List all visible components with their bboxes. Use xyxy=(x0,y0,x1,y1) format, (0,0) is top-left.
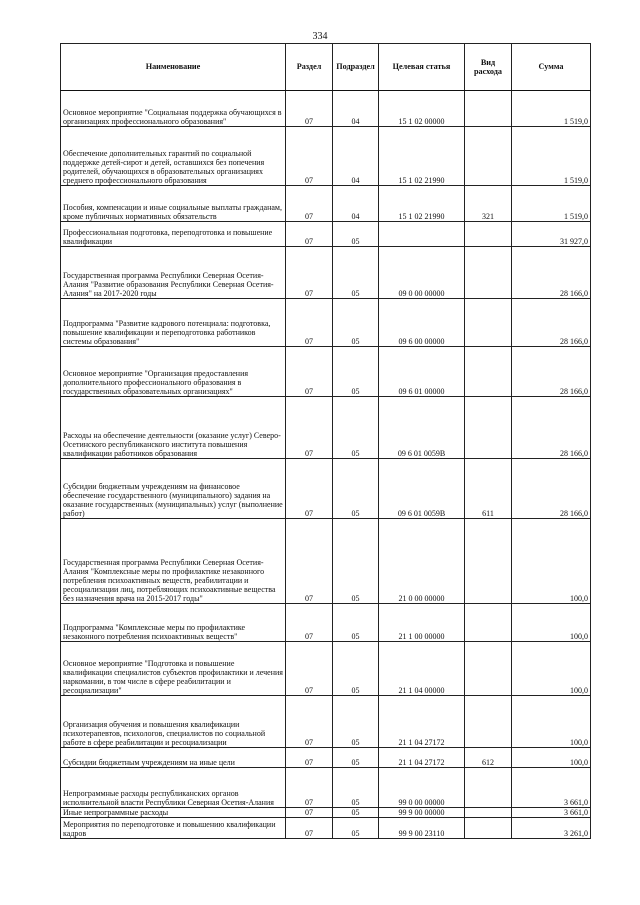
cell-expense-type xyxy=(465,222,512,247)
cell-section: 07 xyxy=(286,91,333,127)
cell-expense-type xyxy=(465,397,512,459)
cell-subsection: 05 xyxy=(333,347,379,397)
table-row xyxy=(61,748,591,768)
cell-name: Профессиональная подготовка, переподготовка и повышение квалификации xyxy=(61,222,286,247)
cell-target xyxy=(379,222,465,247)
cell-section: 07 xyxy=(286,696,333,748)
cell-subsection: 05 xyxy=(333,397,379,459)
cell-subsection: 05 xyxy=(333,748,379,768)
cell-expense-type xyxy=(465,91,512,127)
cell-subsection: 05 xyxy=(333,642,379,696)
page-number: 334 xyxy=(312,31,328,42)
cell-target: 15 1 02 21990 xyxy=(379,186,465,222)
cell-amount: 100,0 xyxy=(512,642,591,696)
table-row xyxy=(61,459,591,519)
table-row xyxy=(61,299,591,347)
cell-name: Государственная программа Республики Северная Осетия-Алания "Развитие образования Республики Северная Осетия-Алания" на 2017-2020 годы xyxy=(61,247,286,299)
cell-section: 07 xyxy=(286,247,333,299)
table-row xyxy=(61,222,591,247)
header-subsection: Подраздел xyxy=(333,44,379,91)
cell-name: Организация обучения и повышения квалификации психотерапевтов, психологов, специалистов по социальной работе в сфере реабилитации и ресоциализации xyxy=(61,696,286,748)
cell-amount: 100,0 xyxy=(512,604,591,642)
cell-name: Основное мероприятие "Подготовка и повышение квалификации специалистов субъектов профилактики и лечения наркомании, в том числе в сфере реабилитации и ресоциализации" xyxy=(61,642,286,696)
cell-section: 07 xyxy=(286,748,333,768)
cell-target: 21 1 04 27172 xyxy=(379,748,465,768)
cell-name: Расходы на обеспечение деятельности (оказание услуг) Северо-Осетинского республиканского института повышения квалификации работников образования xyxy=(61,397,286,459)
table-row xyxy=(61,818,591,839)
cell-subsection: 05 xyxy=(333,519,379,604)
cell-amount: 3 661,0 xyxy=(512,768,591,808)
cell-amount: 100,0 xyxy=(512,748,591,768)
table-row xyxy=(61,186,591,222)
cell-subsection: 05 xyxy=(333,247,379,299)
cell-subsection: 04 xyxy=(333,91,379,127)
cell-expense-type xyxy=(465,768,512,808)
cell-amount: 1 519,0 xyxy=(512,127,591,186)
cell-section: 07 xyxy=(286,459,333,519)
table-row xyxy=(61,768,591,808)
cell-target: 15 1 02 21990 xyxy=(379,127,465,186)
cell-name: Основное мероприятие "Организация предоставления дополнительного профессионального образования в государственных образовательных организациях" xyxy=(61,347,286,397)
cell-name: Обеспечение дополнительных гарантий по социальной поддержке детей-сирот и детей, оставшихся без попечения родителей, обучающихся в образовательных организациях среднего профессионального образования xyxy=(61,127,286,186)
cell-amount: 1 519,0 xyxy=(512,186,591,222)
cell-name: Непрограммные расходы республиканских органов исполнительной власти Республики Северная Осетия-Алания xyxy=(61,768,286,808)
cell-expense-type xyxy=(465,247,512,299)
table-row xyxy=(61,347,591,397)
cell-subsection: 04 xyxy=(333,186,379,222)
cell-section: 07 xyxy=(286,186,333,222)
header-expense-type: Вид расхода xyxy=(465,44,512,91)
cell-name: Государственная программа Республики Северная Осетия-Алания "Комплексные меры по профилактике незаконного потребления психоактивных веществ, реабилитации и ресоциализации лиц, потребляющих психоактивные вещества без назначения врача на 2015-2017 годы" xyxy=(61,519,286,604)
cell-target: 21 1 00 00000 xyxy=(379,604,465,642)
cell-expense-type xyxy=(465,642,512,696)
cell-subsection: 05 xyxy=(333,604,379,642)
cell-amount: 28 166,0 xyxy=(512,459,591,519)
cell-section: 07 xyxy=(286,347,333,397)
cell-subsection: 05 xyxy=(333,818,379,839)
cell-subsection: 05 xyxy=(333,768,379,808)
cell-subsection: 04 xyxy=(333,127,379,186)
header-name: Наименование xyxy=(61,44,286,91)
cell-target: 21 1 04 27172 xyxy=(379,696,465,748)
header-amount: Сумма xyxy=(512,44,591,91)
cell-name: Основное мероприятие "Социальная поддержка обучающихся в организациях профессионального образования" xyxy=(61,91,286,127)
cell-name: Пособия, компенсации и иные социальные выплаты гражданам, кроме публичных нормативных обязательств xyxy=(61,186,286,222)
table-row xyxy=(61,696,591,748)
cell-target: 09 6 00 00000 xyxy=(379,299,465,347)
cell-expense-type: 612 xyxy=(465,748,512,768)
table-row xyxy=(61,519,591,604)
cell-name: Субсидии бюджетным учреждениям на иные цели xyxy=(61,748,286,768)
cell-amount: 100,0 xyxy=(512,519,591,604)
cell-expense-type xyxy=(465,604,512,642)
cell-section: 07 xyxy=(286,642,333,696)
table-row xyxy=(61,91,591,127)
cell-amount: 100,0 xyxy=(512,696,591,748)
cell-target: 09 6 01 0059В xyxy=(379,459,465,519)
cell-expense-type: 611 xyxy=(465,459,512,519)
cell-amount: 3 261,0 xyxy=(512,818,591,839)
cell-name: Мероприятия по переподготовке и повышению квалификации кадров xyxy=(61,818,286,839)
cell-target: 09 0 00 00000 xyxy=(379,247,465,299)
cell-subsection: 05 xyxy=(333,696,379,748)
cell-expense-type xyxy=(465,299,512,347)
table-row xyxy=(61,808,591,818)
cell-name: Субсидии бюджетным учреждениям на финансовое обеспечение государственного (муниципального) задания на оказание государственных (муниципальных) услуг (выполнение работ) xyxy=(61,459,286,519)
cell-subsection: 05 xyxy=(333,299,379,347)
cell-expense-type: 321 xyxy=(465,186,512,222)
table-header-row xyxy=(61,44,591,91)
budget-table xyxy=(60,43,591,839)
cell-target: 09 6 01 00000 xyxy=(379,347,465,397)
cell-expense-type xyxy=(465,519,512,604)
cell-section: 07 xyxy=(286,299,333,347)
cell-section: 07 xyxy=(286,519,333,604)
cell-subsection: 05 xyxy=(333,808,379,818)
cell-amount: 28 166,0 xyxy=(512,347,591,397)
cell-subsection: 05 xyxy=(333,222,379,247)
cell-target: 09 6 01 0059В xyxy=(379,397,465,459)
table-row xyxy=(61,397,591,459)
cell-amount: 28 166,0 xyxy=(512,247,591,299)
cell-section: 07 xyxy=(286,808,333,818)
cell-name: Иные непрограммные расходы xyxy=(61,808,286,818)
cell-amount: 28 166,0 xyxy=(512,299,591,347)
cell-amount: 28 166,0 xyxy=(512,397,591,459)
cell-target: 99 9 00 23110 xyxy=(379,818,465,839)
table-row xyxy=(61,247,591,299)
cell-section: 07 xyxy=(286,127,333,186)
cell-expense-type xyxy=(465,818,512,839)
cell-target: 15 1 02 00000 xyxy=(379,91,465,127)
header-target: Целевая статья xyxy=(379,44,465,91)
cell-section: 07 xyxy=(286,604,333,642)
cell-name: Подпрограмма "Развитие кадрового потенциала: подготовка, повышение квалификации и переподготовка работников системы образования" xyxy=(61,299,286,347)
cell-target: 99 0 00 00000 xyxy=(379,768,465,808)
cell-expense-type xyxy=(465,347,512,397)
table-row xyxy=(61,642,591,696)
table-row xyxy=(61,127,591,186)
cell-amount: 3 661,0 xyxy=(512,808,591,818)
table-row xyxy=(61,604,591,642)
cell-amount: 1 519,0 xyxy=(512,91,591,127)
cell-target: 99 9 00 00000 xyxy=(379,808,465,818)
header-section: Раздел xyxy=(286,44,333,91)
cell-subsection: 05 xyxy=(333,459,379,519)
cell-target: 21 0 00 00000 xyxy=(379,519,465,604)
cell-expense-type xyxy=(465,696,512,748)
cell-section: 07 xyxy=(286,397,333,459)
cell-section: 07 xyxy=(286,818,333,839)
cell-target: 21 1 04 00000 xyxy=(379,642,465,696)
cell-expense-type xyxy=(465,808,512,818)
cell-amount: 31 927,0 xyxy=(512,222,591,247)
cell-section: 07 xyxy=(286,222,333,247)
cell-expense-type xyxy=(465,127,512,186)
cell-name: Подпрограмма "Комплексные меры по профилактике незаконного потребления психоактивных веществ" xyxy=(61,604,286,642)
cell-section: 07 xyxy=(286,768,333,808)
